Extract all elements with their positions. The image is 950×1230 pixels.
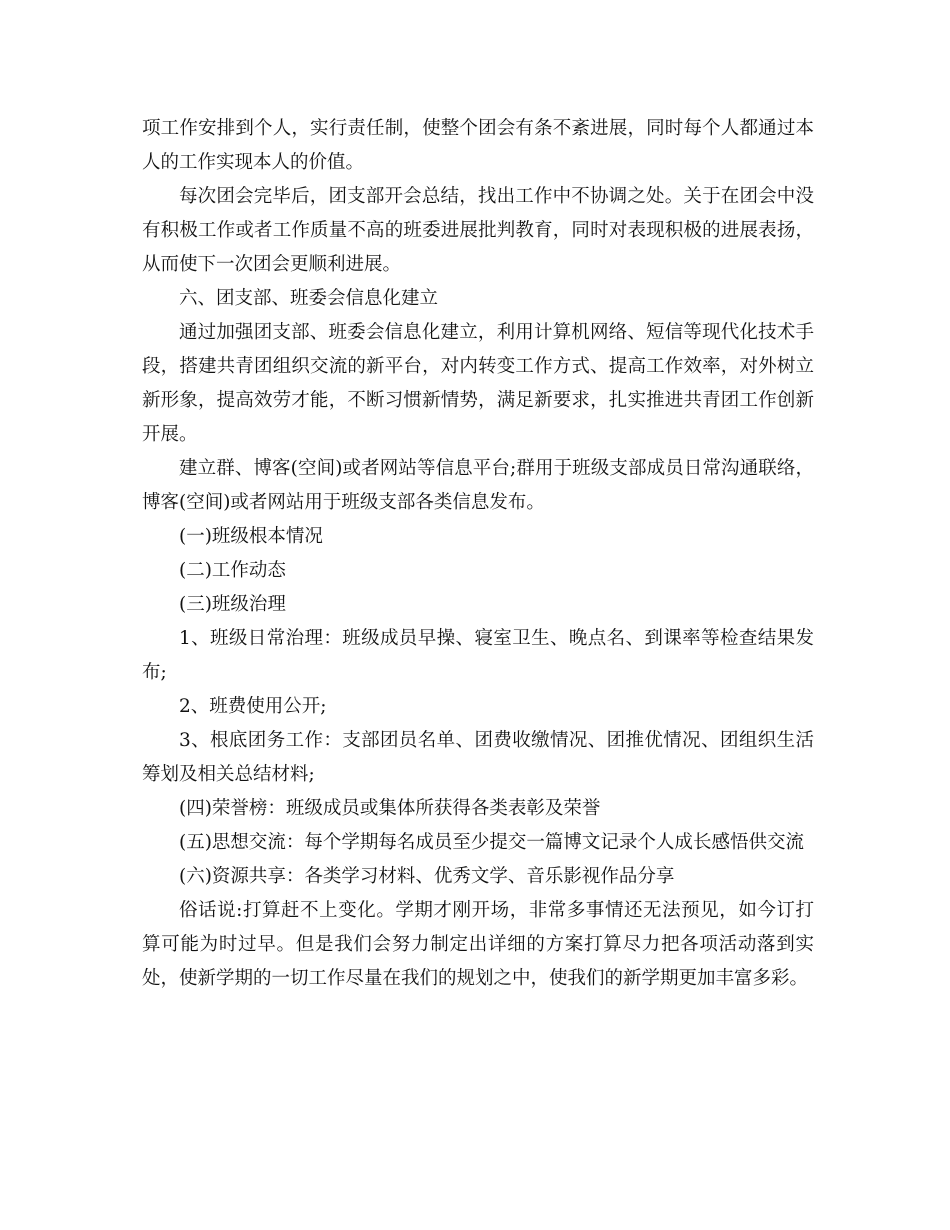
paragraph-info-platform: 建立群、博客(空间)或者网站等信息平台;群用于班级支部成员日常沟通联络，博客(空间)或者网站用于班级支部各类信息发布。 <box>142 458 814 513</box>
list-item-class-fees: 2、班费使用公开; <box>179 696 327 717</box>
list-item-class-management: (三)班级治理 <box>179 594 286 615</box>
list-item-work-dynamics: (二)工作动态 <box>179 560 286 581</box>
list-item-resource-sharing: (六)资源共享：各类学习材料、优秀文学、音乐影视作品分享 <box>179 866 675 887</box>
document-body <box>142 112 814 996</box>
list-item-daily-management: 1、班级日常治理：班级成员早操、寝室卫生、晚点名、到课率等检查结果发布; <box>142 628 814 683</box>
section-heading-informatization: 六、团支部、班委会信息化建立 <box>179 288 439 309</box>
list-item-thought-exchange: (五)思想交流：每个学期每名成员至少提交一篇博文记录个人成长感悟供交流 <box>179 832 804 853</box>
paragraph-informatization: 通过加强团支部、班委会信息化建立，利用计算机网络、短信等现代化技术手段，搭建共青团组织交流的新平台，对内转变工作方式、提高工作效率，对外树立新形象，提高效劳才能，不断习惯新情势，满足新要求，扎实推进共青团工作创新开展。 <box>142 322 814 445</box>
list-item-honor-roll: (四)荣誉榜：班级成员或集体所获得各类表彰及荣誉 <box>179 798 601 819</box>
list-item-league-affairs: 3、根底团务工作：支部团员名单、团费收缴情况、团推优情况、团组织生活筹划及相关总结材料; <box>142 730 814 785</box>
paragraph-meeting-summary: 每次团会完毕后，团支部开会总结，找出工作中不协调之处。关于在团会中没有积极工作或者工作质量不高的班委进展批判教育，同时对表现积极的进展表扬，从而使下一次团会更顺利进展。 <box>142 186 814 275</box>
paragraph-conclusion: 俗话说:打算赶不上变化。学期才刚开场，非常多事情还无法预见，如今订打算可能为时过早。但是我们会努力制定出详细的方案打算尽力把各项活动落到实处，使新学期的一切工作尽量在我们的规划之中，使我们的新学期更加丰富多彩。 <box>142 900 814 989</box>
list-item-basic-situation: (一)班级根本情况 <box>179 526 323 547</box>
paragraph-continuation: 项工作安排到个人，实行责任制，使整个团会有条不紊进展，同时每个人都通过本人的工作实现本人的价值。 <box>142 118 814 173</box>
